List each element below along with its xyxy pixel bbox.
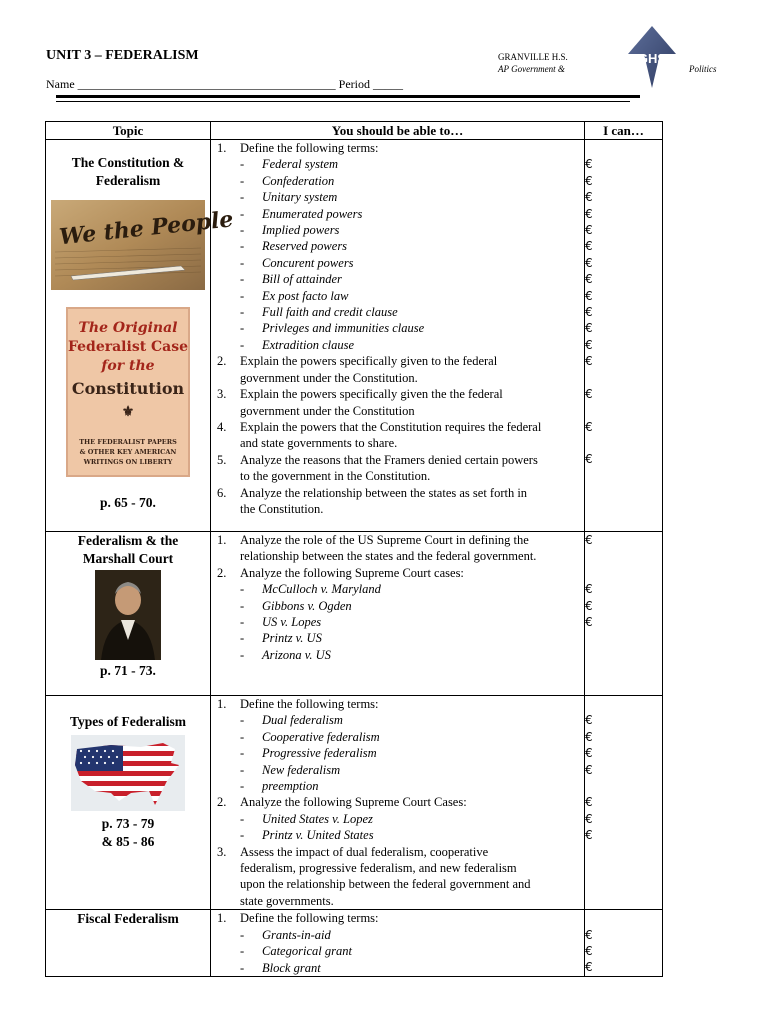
i-can-checkbox[interactable]: € xyxy=(585,762,593,777)
term-text: Ex post facto law xyxy=(262,288,349,303)
topic-title: The Constitution & Federalism xyxy=(71,155,185,188)
dash-bullet: - xyxy=(240,598,245,613)
header-rule-thick xyxy=(56,95,640,98)
book-line-1: The Original xyxy=(78,320,178,336)
topic-header: Topic xyxy=(46,122,211,140)
fleur-de-lis-icon: ⚜ xyxy=(121,404,135,420)
term-item xyxy=(211,304,584,320)
i-can-spacer xyxy=(585,140,662,156)
i-can-checkbox[interactable]: € xyxy=(585,452,593,467)
term-item xyxy=(211,255,584,271)
term-text: Printz v. US xyxy=(262,631,322,646)
dash-bullet: - xyxy=(240,305,245,320)
i-can-checkbox[interactable]: € xyxy=(585,729,593,744)
term-text: New federalism xyxy=(262,762,341,777)
term-item xyxy=(211,827,584,843)
objective-text: Explain the powers that the Constitution requires the federal xyxy=(240,419,542,434)
dash-bullet: - xyxy=(240,239,245,254)
i-can-checkbox[interactable]: € xyxy=(585,614,593,629)
i-can-checkbox[interactable]: € xyxy=(585,419,593,434)
objective-text: Analyze the role of the US Supreme Court in defining the xyxy=(240,533,529,547)
objective-line xyxy=(211,910,584,926)
i-can-spacer xyxy=(585,630,662,646)
i-can-checkbox[interactable]: € xyxy=(585,944,593,959)
dash-bullet: - xyxy=(240,811,245,826)
john-marshall-portrait-image xyxy=(95,570,161,660)
objective-line xyxy=(211,370,584,386)
objective-text: Analyze the relationship between the states as set forth in xyxy=(240,485,528,500)
page-reference: p. 65 - 70. xyxy=(100,495,156,510)
topic-title: Federalism & the Marshall Court xyxy=(77,533,179,566)
i-can-checkbox[interactable]: € xyxy=(585,272,593,287)
term-text: Bill of attainder xyxy=(262,272,342,287)
dash-bullet: - xyxy=(240,288,245,303)
objective-line xyxy=(211,794,584,810)
objective-line xyxy=(211,485,584,501)
objective-line xyxy=(211,893,584,909)
term-text: Reserved powers xyxy=(262,239,348,254)
term-item xyxy=(211,762,584,778)
objective-text: to the government in the Constitution. xyxy=(240,469,431,484)
i-can-header: I can… xyxy=(585,122,663,140)
objective-number: 1. xyxy=(217,697,227,711)
ghs-logo-icon xyxy=(622,24,682,90)
dash-bullet: - xyxy=(240,762,245,777)
term-text: Confederation xyxy=(262,173,335,188)
objective-line xyxy=(211,140,584,156)
dash-bullet: - xyxy=(240,321,245,336)
i-can-checkbox[interactable]: € xyxy=(585,157,593,172)
topic-cell xyxy=(46,532,211,696)
objective-line xyxy=(211,876,584,892)
term-item xyxy=(211,811,584,827)
i-can-checkbox[interactable]: € xyxy=(585,533,593,547)
i-can-checkbox[interactable]: € xyxy=(585,304,593,319)
objective-line xyxy=(211,386,584,402)
i-can-spacer xyxy=(585,565,662,581)
i-can-spacer xyxy=(585,844,662,860)
unit-title: UNIT 3 – FEDERALISM xyxy=(46,48,199,63)
objective-number: 6. xyxy=(217,485,227,500)
i-can-checkbox[interactable]: € xyxy=(585,239,593,254)
objective-line xyxy=(211,403,584,419)
objectives-header: You should be able to… xyxy=(211,122,585,140)
term-item xyxy=(211,222,584,238)
term-item xyxy=(211,156,584,172)
term-item xyxy=(211,337,584,353)
objective-text: relationship between the states and the federal government. xyxy=(240,549,537,564)
i-can-spacer xyxy=(585,876,662,892)
header-rule-thin xyxy=(56,101,630,102)
i-can-checkbox[interactable]: € xyxy=(585,960,593,975)
term-item xyxy=(211,630,584,646)
objective-text: the Constitution. xyxy=(240,501,324,516)
term-item xyxy=(211,189,584,205)
course-name-continued: Politics xyxy=(689,64,717,74)
term-text: Arizona v. US xyxy=(262,647,331,662)
topic-title: Fiscal Federalism xyxy=(77,911,179,927)
term-text: Block grant xyxy=(262,960,321,975)
objective-text: Analyze the following Supreme Court cases: xyxy=(240,565,464,580)
objective-line xyxy=(211,435,584,451)
i-can-spacer xyxy=(585,647,662,663)
dash-bullet: - xyxy=(240,960,245,975)
dash-bullet: - xyxy=(240,190,245,205)
dash-bullet: - xyxy=(240,337,245,352)
i-can-checkbox[interactable]: € xyxy=(585,582,593,597)
objective-text: federalism, progressive federalism, and new federalism xyxy=(240,861,517,876)
name-period-line: Name ___________________________________________ Period _____ xyxy=(46,77,403,91)
term-item xyxy=(211,320,584,336)
objective-text: state governments. xyxy=(240,893,334,908)
objective-number: 5. xyxy=(217,452,227,467)
parchment-text: We the People xyxy=(58,206,235,251)
objective-line xyxy=(211,548,584,564)
i-can-checkbox[interactable]: € xyxy=(585,811,593,826)
term-text: Concurent powers xyxy=(262,255,354,270)
objective-line xyxy=(211,353,584,369)
term-item xyxy=(211,598,584,614)
objective-text: Analyze the following Supreme Court Cases: xyxy=(240,795,467,810)
dash-bullet: - xyxy=(240,206,245,221)
objective-text: Analyze the reasons that the Framers denied certain powers xyxy=(240,452,538,467)
objective-number: 2. xyxy=(217,354,227,369)
i-can-cell xyxy=(585,696,663,910)
term-text: Enumerated powers xyxy=(262,206,363,221)
i-can-spacer xyxy=(585,860,662,876)
term-item xyxy=(211,581,584,597)
term-item xyxy=(211,927,584,943)
objective-text: Define the following terms: xyxy=(240,911,379,926)
dash-bullet: - xyxy=(240,255,245,270)
i-can-checkbox[interactable]: € xyxy=(585,386,593,401)
term-text: Grants-in-aid xyxy=(262,927,331,942)
term-item xyxy=(211,288,584,304)
objective-number: 2. xyxy=(217,565,227,580)
objectives-table xyxy=(45,121,663,977)
term-item xyxy=(211,647,584,663)
i-can-spacer xyxy=(585,402,662,418)
objectives-cell xyxy=(211,532,585,696)
objective-line xyxy=(211,419,584,435)
i-can-checkbox[interactable]: € xyxy=(585,255,593,270)
i-can-checkbox[interactable]: € xyxy=(585,222,593,237)
objective-number: 1. xyxy=(217,911,227,926)
i-can-spacer xyxy=(585,369,662,385)
i-can-spacer xyxy=(585,548,662,564)
table-row-fiscal xyxy=(46,910,663,977)
term-text: Progressive federalism xyxy=(262,746,377,761)
usa-flag-map-image xyxy=(71,735,185,811)
objective-text: upon the relationship between the federal government and xyxy=(240,877,531,892)
dash-bullet: - xyxy=(240,173,245,188)
i-can-checkbox[interactable]: € xyxy=(585,795,593,810)
dash-bullet: - xyxy=(240,927,245,942)
dash-bullet: - xyxy=(240,647,245,662)
term-text: Cooperative federalism xyxy=(262,729,380,744)
table-row-types xyxy=(46,696,663,910)
objective-number: 1. xyxy=(217,141,227,155)
term-text: Categorical grant xyxy=(262,944,352,959)
term-text: McCulloch v. Maryland xyxy=(262,582,381,597)
table-header-row xyxy=(46,122,663,140)
term-text: preemption xyxy=(262,779,319,794)
objective-line xyxy=(211,532,584,548)
topic-title: Types of Federalism xyxy=(70,714,186,729)
term-item xyxy=(211,960,584,976)
i-can-checkbox[interactable]: € xyxy=(585,746,593,761)
term-text: Gibbons v. Ogden xyxy=(262,598,352,613)
i-can-checkbox[interactable]: € xyxy=(585,337,593,352)
objective-line xyxy=(211,452,584,468)
term-item xyxy=(211,778,584,794)
objective-number: 2. xyxy=(217,795,227,810)
dash-bullet: - xyxy=(240,746,245,761)
i-can-cell xyxy=(585,532,663,696)
objective-number: 1. xyxy=(217,533,227,547)
logo-text: GHS xyxy=(637,51,667,66)
i-can-checkbox[interactable]: € xyxy=(585,828,593,843)
course-name: AP Government & xyxy=(498,64,565,74)
dash-bullet: - xyxy=(240,631,245,646)
term-item xyxy=(211,943,584,959)
i-can-spacer xyxy=(585,501,662,517)
objectives-cell xyxy=(211,910,585,977)
i-can-checkbox[interactable]: € xyxy=(585,288,593,303)
topic-cell xyxy=(46,140,235,532)
term-item xyxy=(211,729,584,745)
dash-bullet: - xyxy=(240,828,245,843)
objective-text: Explain the powers specifically given the the federal xyxy=(240,387,503,402)
i-can-spacer xyxy=(585,484,662,500)
i-can-checkbox[interactable]: € xyxy=(585,598,593,613)
term-text: Printz v. United States xyxy=(262,828,374,843)
objective-text: government under the Constitution. xyxy=(240,370,418,385)
dash-bullet: - xyxy=(240,729,245,744)
objective-text: and state governments to share. xyxy=(240,436,398,451)
book-line-3: for the xyxy=(101,358,155,374)
objective-line xyxy=(211,565,584,581)
term-item xyxy=(211,745,584,761)
book-line-4: Constitution xyxy=(71,379,185,398)
i-can-spacer xyxy=(585,435,662,451)
objective-number: 3. xyxy=(217,844,227,859)
page-reference-2: & 85 - 86 xyxy=(101,834,155,849)
objective-text: Define the following terms: xyxy=(240,141,379,155)
objective-text: Assess the impact of dual federalism, cooperative xyxy=(240,844,489,859)
dash-bullet: - xyxy=(240,779,245,794)
i-can-spacer xyxy=(585,696,662,712)
dash-bullet: - xyxy=(240,713,245,728)
term-item xyxy=(211,271,584,287)
i-can-spacer xyxy=(585,778,662,794)
objective-line xyxy=(211,468,584,484)
table-row-constitution xyxy=(46,140,663,532)
term-item xyxy=(211,173,584,189)
term-text: US v. Lopes xyxy=(262,615,322,630)
page-reference: p. 73 - 79 xyxy=(101,816,155,831)
objective-line xyxy=(211,696,584,712)
i-can-checkbox[interactable]: € xyxy=(585,713,593,728)
topic-cell xyxy=(46,910,211,977)
dash-bullet: - xyxy=(240,615,245,630)
objective-number: 4. xyxy=(217,419,227,434)
objective-line xyxy=(211,844,584,860)
page-reference: p. 71 - 73. xyxy=(100,663,156,678)
term-text: Full faith and credit clause xyxy=(262,305,398,320)
term-text: Federal system xyxy=(262,157,339,172)
term-text: Dual federalism xyxy=(262,713,343,728)
i-can-spacer xyxy=(585,893,662,909)
i-can-checkbox[interactable]: € xyxy=(585,354,593,369)
i-can-checkbox[interactable]: € xyxy=(585,173,593,188)
dash-bullet: - xyxy=(240,582,245,597)
i-can-checkbox[interactable]: € xyxy=(585,206,593,221)
i-can-spacer xyxy=(585,910,662,926)
i-can-checkbox[interactable]: € xyxy=(585,321,593,336)
i-can-spacer xyxy=(585,468,662,484)
dash-bullet: - xyxy=(240,223,245,238)
term-item xyxy=(211,206,584,222)
objectives-cell xyxy=(211,696,585,910)
i-can-checkbox[interactable]: € xyxy=(585,190,593,205)
term-text: Unitary system xyxy=(262,190,338,205)
term-text: Privleges and immunities clause xyxy=(262,321,425,336)
objective-text: Explain the powers specifically given to the federal xyxy=(240,354,498,369)
school-name: GRANVILLE H.S. xyxy=(498,52,568,62)
book-line-2: Federalist Case xyxy=(67,339,189,355)
objectives-cell xyxy=(211,140,585,532)
we-the-people-image xyxy=(51,200,235,290)
i-can-cell xyxy=(585,910,663,977)
term-text: United States v. Lopez xyxy=(262,811,373,826)
term-text: Implied powers xyxy=(262,223,340,238)
i-can-checkbox[interactable]: € xyxy=(585,927,593,942)
term-text: Extradition clause xyxy=(262,337,354,352)
dash-bullet: - xyxy=(240,944,245,959)
i-can-cell xyxy=(585,140,663,532)
term-item xyxy=(211,238,584,254)
topic-cell xyxy=(46,696,211,910)
objective-text: Define the following terms: xyxy=(240,697,379,711)
federalist-book-cover-image xyxy=(67,308,189,476)
term-item xyxy=(211,614,584,630)
dash-bullet: - xyxy=(240,157,245,172)
book-line-6: & OTHER KEY AMERICAN xyxy=(79,448,177,456)
objective-text: government under the Constitution xyxy=(240,403,415,418)
objective-line xyxy=(211,860,584,876)
book-line-7: WRITINGS ON LIBERTY xyxy=(83,458,173,466)
table-row-marshall xyxy=(46,532,663,696)
dash-bullet: - xyxy=(240,272,245,287)
objective-line xyxy=(211,501,584,517)
book-line-5: THE FEDERALIST PAPERS xyxy=(79,438,177,446)
term-item xyxy=(211,712,584,728)
objective-number: 3. xyxy=(217,387,227,402)
